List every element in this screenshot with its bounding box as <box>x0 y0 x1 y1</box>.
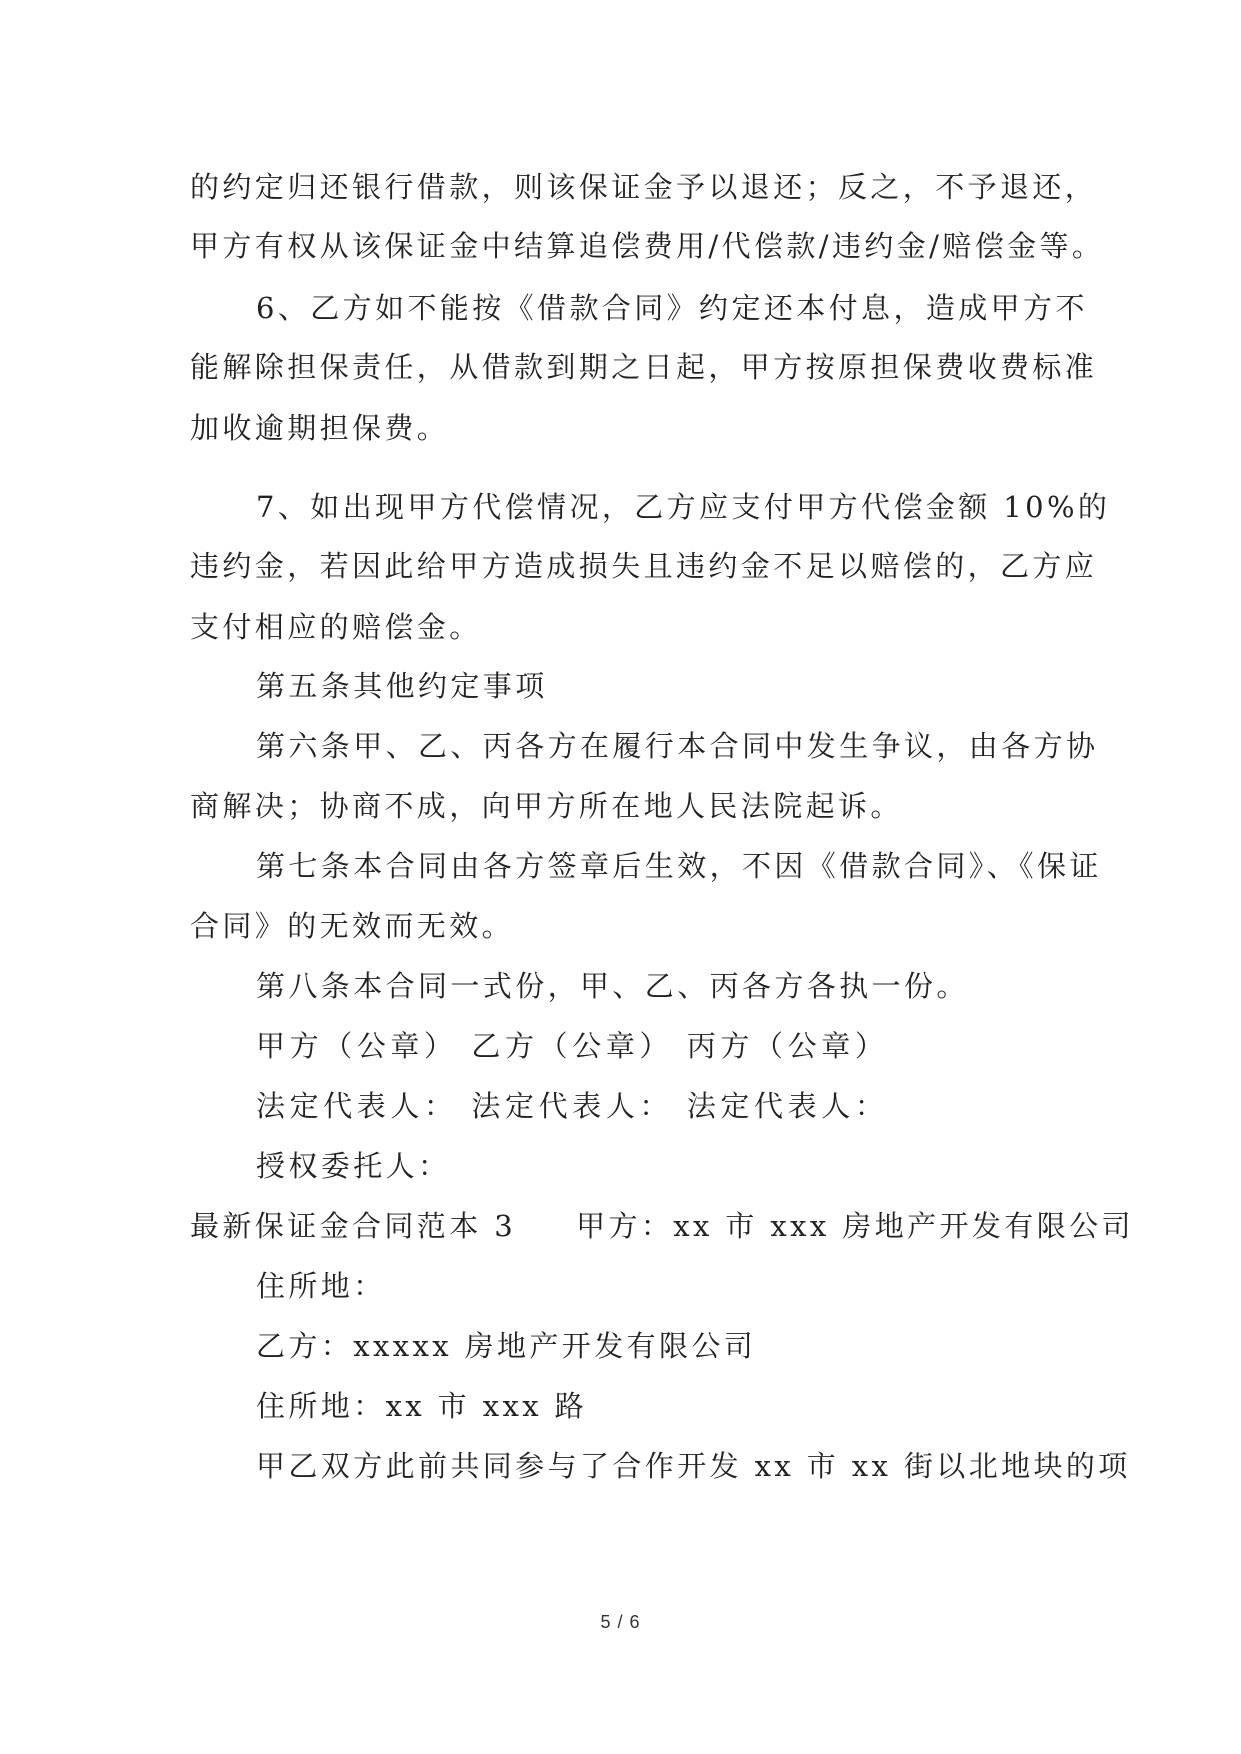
seal-line: 甲方（公章） 乙方（公章） 丙方（公章） <box>256 1029 889 1063</box>
clause-6-line: 6、乙方如不能按《借款合同》约定还本付息，造成甲方不 <box>256 291 1088 325</box>
paragraph-line: 甲乙双方此前共同参与了合作开发 xx 市 xx 街以北地块的项 <box>256 1449 1131 1483</box>
clause-7-line: 7、如出现甲方代偿情况，乙方应支付甲方代偿金额 10%的 <box>256 490 1111 524</box>
address-line: 住所地：xx 市 xxx 路 <box>256 1389 588 1423</box>
article-5-heading: 第五条其他约定事项 <box>256 669 548 703</box>
legal-representative-line: 法定代表人： 法定代表人： 法定代表人： <box>256 1089 889 1123</box>
paragraph-line: 甲方有权从该保证金中结算追偿费用/代偿款/违约金/赔偿金等。 <box>190 229 1105 263</box>
paragraph-line: 支付相应的赔偿金。 <box>190 610 482 644</box>
article-8-line: 第八条本合同一式份，甲、乙、丙各方各执一份。 <box>256 969 969 1003</box>
paragraph-line: 能解除担保责任，从借款到期之日起，甲方按原担保费收费标准 <box>190 350 1098 384</box>
page-number: 5 / 6 <box>600 1612 641 1632</box>
party-b-line: 乙方：xxxxx 房地产开发有限公司 <box>256 1329 757 1363</box>
article-7-line: 第七条本合同由各方签章后生效，不因《借款合同》、《保证 <box>256 849 1102 883</box>
paragraph-line: 加收逾期担保费。 <box>190 411 450 445</box>
paragraph-line: 商解决；协商不成，向甲方所在地人民法院起诉。 <box>190 789 903 823</box>
paragraph-line: 的约定归还银行借款，则该保证金予以退还；反之，不予退还， <box>190 170 1098 204</box>
paragraph-line: 合同》的无效而无效。 <box>190 909 515 943</box>
address-label: 住所地： <box>256 1269 386 1303</box>
contract-title: 最新保证金合同范本 3 <box>190 1209 517 1243</box>
party-a-name: 甲方：xx 市 xxx 房地产开发有限公司 <box>576 1209 1134 1243</box>
paragraph-line: 违约金，若因此给甲方造成损失且违约金不足以赔偿的，乙方应 <box>190 549 1098 583</box>
authorized-agent-line: 授权委托人： <box>256 1149 451 1183</box>
article-6-line: 第六条甲、乙、丙各方在履行本合同中发生争议，由各方协 <box>256 729 1099 763</box>
contract-heading-line <box>190 1206 1134 1246</box>
